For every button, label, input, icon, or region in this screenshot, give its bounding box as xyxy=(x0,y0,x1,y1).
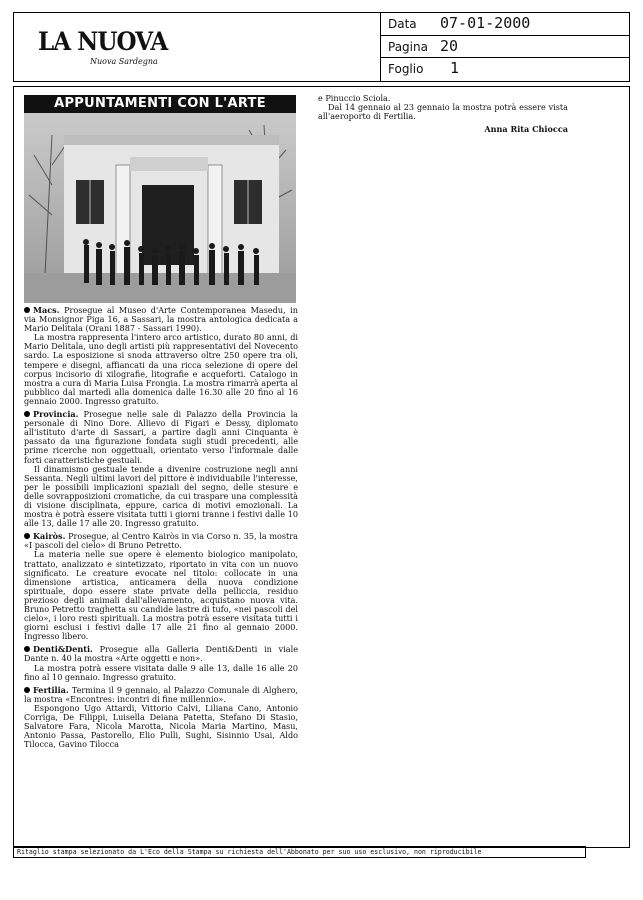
entry-kairos xyxy=(24,532,298,641)
masthead-cell xyxy=(14,13,381,81)
entry-paragraph: La materia nelle sue opere è elemento biologico manipolato, trattato, analizzato e sintetizzato, riportato in vita con un nuovo significato. Le creature evocate nel titolo: collocate in una dimensione artistica, anticamera della nuova condizione spirituale, dopo essere state private della pelliccia, residuo prezioso degli animali dall'allevamento, acquistano nuova vita. Bruno Petretto traghetta su candide lastre di tufo, «nei pascoli del cielo», i loro resti spirituali. La mostra potrà essere visitata tutti i giorni esclusi i festivi dalle 17 alle 21 fino al gennaio 2000. Ingresso libero. xyxy=(24,549,298,642)
entry-provincia xyxy=(24,410,298,528)
entry-lead: Macs. xyxy=(33,305,60,315)
newspaper-subtitle: Nuova Sardegna xyxy=(90,57,158,66)
building-photo-image xyxy=(24,95,296,303)
bullet-icon xyxy=(24,646,30,652)
entry-macs xyxy=(24,306,298,406)
entry-denti-denti xyxy=(24,645,298,681)
author-byline: Anna Rita Chiocca xyxy=(484,124,568,135)
date-label: Data xyxy=(388,17,417,31)
bullet-icon xyxy=(24,687,30,693)
article-left-column xyxy=(24,306,298,753)
entry-paragraph: Termina il 9 gennaio, al Palazzo Comunale di Alghero, la mostra «Encontres: incontri di fine millennio». xyxy=(24,684,299,704)
entry-paragraph: Prosegue nelle sale di Palazzo della Provincia la personale di Nino Dore. Allievo di Figari e Dessy, diplomato all'istituto d'arte di Sassari, a partire dagli anni Cinquanta è passato da una figurazione fondata sugli studi precedenti, alle prime ricerche non oggettuali, orientato verso l'informale dalle forti caratteristiche gestuali. xyxy=(24,409,298,465)
sheet-row xyxy=(380,58,629,81)
date-row xyxy=(380,13,629,36)
page-label: Pagina xyxy=(388,40,428,54)
article-photo xyxy=(24,95,296,303)
bullet-icon xyxy=(24,411,30,417)
page-row xyxy=(380,36,629,58)
entry-lead: Denti&Denti. xyxy=(33,644,93,655)
entry-fertilia xyxy=(24,686,298,750)
newspaper-logo: LA NUOVA xyxy=(38,27,168,56)
date-value: 07-01-2000 xyxy=(440,14,531,32)
continuation-line: Dal 14 gennaio al 23 gennaio la mostra potrà essere vista all'aeroporto di Fertilia. xyxy=(318,102,568,122)
page-value: 20 xyxy=(440,37,459,55)
entry-paragraph: La mostra potrà essere visitata dalle 9 alle 13, dalle 16 alle 20 fino al 10 gennaio. Ingresso gratuito. xyxy=(24,662,298,682)
entry-paragraph: Espongono Ugo Attardi, Vittorio Calvi, Liliana Cano, Antonio Corriga, De Filippi, Luisella Deiana Patetta, Stefano Di Stasio, Salvatore Fara, Nicola Marotta, Nicola Maria Martino, Masu, Antonio Passa, Pastorello, Elio Pulli, Sughi, Sisinnio Usai, Aldo Tilocca, Gavino Tilocca xyxy=(24,702,298,750)
entry-lead: Fertilia. xyxy=(33,684,69,695)
bullet-icon xyxy=(24,533,30,539)
clipping-footer: Ritaglio stampa selezionato da L'Eco della Stampa su richiesta dell'Abbonato per suo uso esclusivo, non riproducibile xyxy=(13,846,586,858)
article-right-column xyxy=(318,94,568,134)
entry-paragraph: Prosegue al Museo d'Arte Contemporanea Masedu, in via Monsignor Piga 16, a Sassari, la mostra antologica dedicata a Mario Delitala (Orani 1887 - Sassari 1990). xyxy=(24,305,298,334)
metadata-cell xyxy=(380,13,629,81)
entry-lead: Kairòs. xyxy=(33,531,66,542)
entry-paragraph: Prosegue alla Galleria Denti&Denti in viale Dante n. 40 la mostra «Arte oggetti e non». xyxy=(24,644,298,664)
entry-paragraph: Prosegue, al Centro Kairòs in via Corso n. 35, la mostra «I pascoli del cielo» di Bruno Petretto. xyxy=(24,531,299,551)
entry-continuation xyxy=(318,94,568,121)
continuation-line: e Pinuccio Sciola. xyxy=(318,93,391,103)
photo-banner-title: APPUNTAMENTI CON L'ARTE xyxy=(24,95,296,113)
bullet-icon xyxy=(24,307,30,313)
entry-paragraph: Il dinamismo gestuale tende a divenire costruzione negli anni Sessanta. Negli ultimi lavori del pittore è individuabile l'interesse, per le possibili implicazioni spaziali del segno, delle stesure e delle sovrapposizioni cromatiche, da cui traspare una complessità di visione disciplinata, eppure, carica di motivi emozionali. La mostra è potrà essere visitata tutti i giorni tranne i festivi dalle 10 alle 13, dalle 17 alle 20. Ingresso gratuito. xyxy=(24,463,298,529)
entry-paragraph: La mostra rappresenta l'intero arco artistico, durato 80 anni, di Mario Delitala, uno degli artisti più rappresentativi del Novecento sardo. La esposizione si snoda attraverso oltre 250 opere tra oli, tempere e disegni, affiancati da una ricca selezione di opere del corpus incisorio di xilografie, litografie e acqueforti. Catalogo in mostra a cura di Maria Luisa Frongia. La mostra rimarrà aperta al pubblico dal martedì alla domenica dalle 16.30 alle 20 fino al 16 gennaio 2000. Ingresso gratuito. xyxy=(24,332,298,406)
entry-lead: Provincia. xyxy=(33,409,79,420)
header-frame xyxy=(13,12,630,82)
sheet-label: Foglio xyxy=(388,62,424,76)
sheet-value: 1 xyxy=(450,59,460,77)
